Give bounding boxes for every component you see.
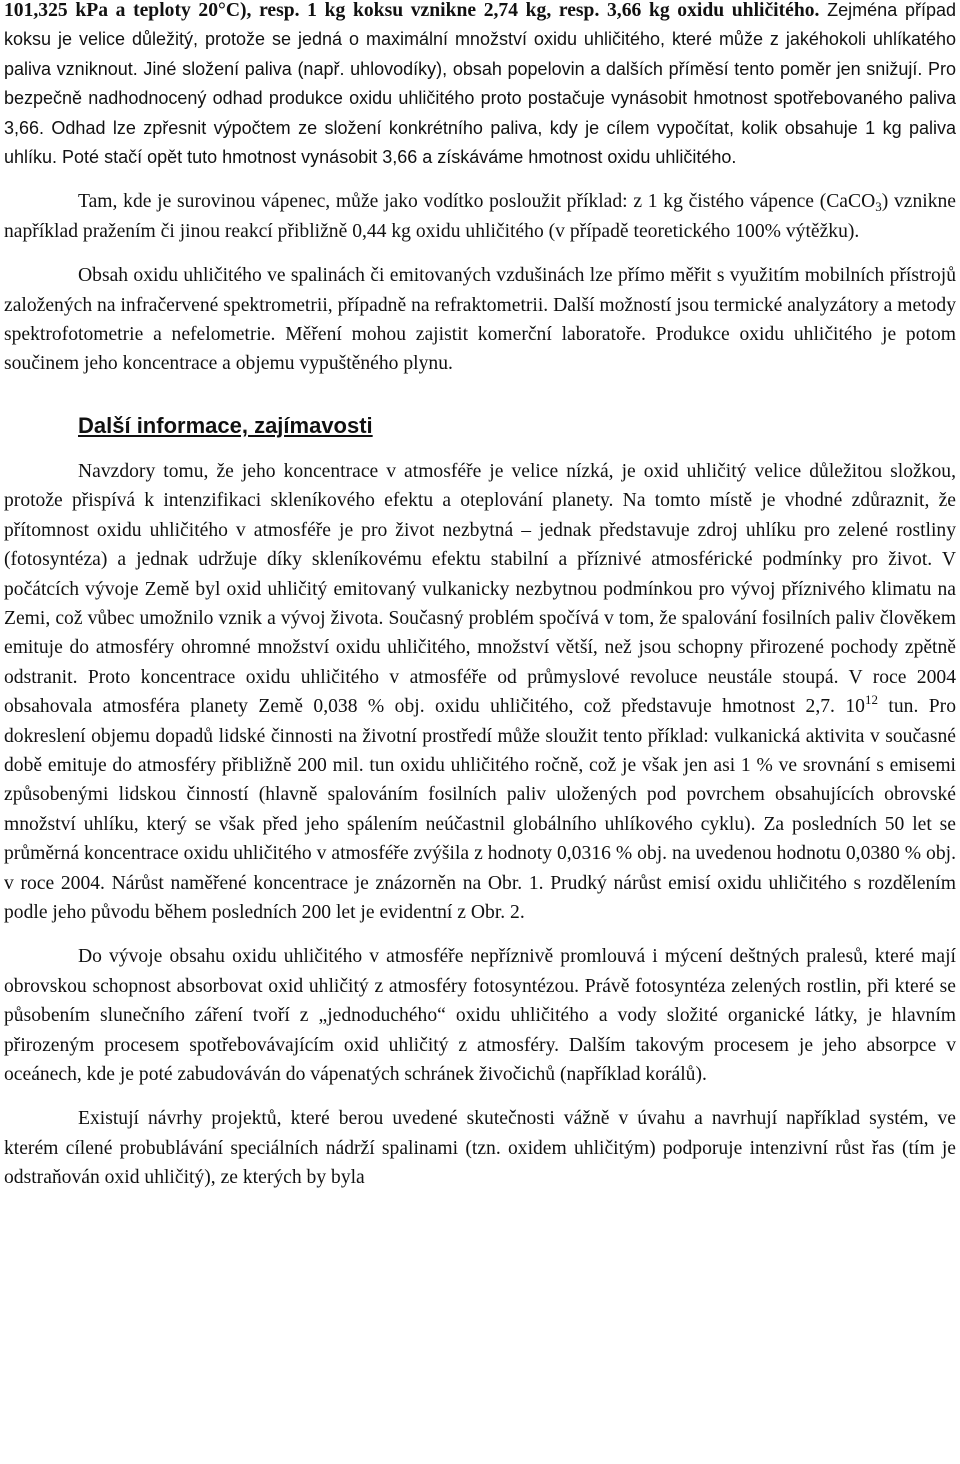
paragraph-intro bbox=[4, 0, 956, 172]
greenhouse-text-b: tun. Pro dokreslení objemu dopadů lidské činnosti na životní prostředí může sloužit tento příklad: vulkanická aktivita v současné době emituje do atmosféry přibližně 200 mil. tun oxidu uhličitého ročně, což je však jen asi 1 % ve srovnání s emisemi způsobenými lidskou činností (hlavně spalováním fosilních paliv uložených pod povrchem obsahujících obrovské množství uhlíku, který se však před jeho spálením neúčastnil globálního uhlíkového cyklu). Za posledních 50 let se průměrná koncentrace oxidu uhličitého v atmosféře zvýšila z hodnoty 0,0316 % obj. na uvedenou hodnotu 0,0380 % obj. v roce 2004. Nárůst naměřené koncentrace je znázorněn na Obr. 1. Prudký nárůst emisí oxidu uhličitého s rozdělením podle jeho původu během posledních 200 let je evidentní z Obr. 2. bbox=[4, 696, 956, 923]
paragraph-projects: Existují návrhy projektů, které berou uvedené skutečnosti vážně v úvahu a navrhují například systém, ve kterém cílené probublávání speciálních nádrží spalinami (tzn. oxidem uhličitým) podporuje intenzivní růst řas (tím je odstraňován oxid uhličitý), ze kterých by byla bbox=[4, 1108, 956, 1189]
limestone-text-a: Tam, kde je surovinou vápenec, může jako vodítko posloužit příklad: z 1 kg čistého vápence (CaCO bbox=[78, 191, 876, 213]
greenhouse-superscript: 12 bbox=[864, 692, 878, 708]
greenhouse-text-a: Navzdory tomu, že jeho koncentrace v atmosféře je velice nízká, je oxid uhličitý velice důležitou složkou, protože přispívá k intenzifikaci skleníkového efektu a oteplování planety. Na tomto místě je vhodné zdůraznit, že přítomnost oxidu uhličitého v atmosféře je pro život nezbytná – jednak představuje zdroj uhlíku pro zelené rostliny (fotosyntéza) a jednak udržuje díky skleníkovému efektu stabilní a příznivé atmosférické podmínky pro život. V počátcích vývoje Země byl oxid uhličitý emitovaný vulkanicky nezbytnou podmínkou pro vývoj příznivého klimatu na Zemi, což vůbec umožnilo vznik a vývoj života. Současný problém spočívá v tom, že spalování fosilních paliv člověkem emituje do atmosféry ohromné množství oxidu uhličitého, množství větší, než jsou schopny přirozené pochody zpětně odstranit. Proto koncentrace oxidu uhličitého v atmosféře od průmyslové revoluce neustále stoupá. V roce 2004 obsahovala atmosféra planety Země 0,038 % obj. oxidu uhličitého, což představuje hmotnost 2,7. 10 bbox=[4, 460, 956, 718]
paragraph-greenhouse bbox=[4, 457, 956, 928]
intro-sans-text: Zejména případ koksu je velice důležitý, protože se jedná o maximální množství oxidu uhličitého, které může z jakéhokoli uhlíkatého paliva vzniknout. Jiné složení paliva (např. uhlovodíky), obsah popelovin a dalších příměsí tento poměr jen snižují. Pro bezpečně nadhodnocený odhad produkce oxidu uhličitého proto postačuje vynásobit hmotnost spotřebovaného paliva 3,66. Odhad lze zpřesnit výpočtem ze složení konkrétního paliva, kdy je cílem vypočítat, kolik obsahuje 1 kg paliva uhlíku. Poté stačí opět tuto hmotnost vynásobit 3,66 a získáváme hmotnost oxidu uhličitého. bbox=[4, 0, 956, 168]
limestone-subscript: 3 bbox=[875, 199, 882, 215]
paragraph-deforestation: Do vývoje obsahu oxidu uhličitého v atmosféře nepříznivě promlouvá i mýcení deštných pralesů, které mají obrovskou schopnost absorbovat oxid uhličitý z atmosféry fotosyntézou. Právě fotosyntéza zelených rostlin, při které se působením slunečního záření tvoří z „jednoduchého“ oxidu uhličitého a vody složité organické látky, je hlavním přirozeným procesem spotřebovávajícím oxid uhličitý z atmosféry. Dalším takovým procesem je jeho absorpce v oceánech, kde je poté zabudováván do vápenatých schránek živočichů (například korálů). bbox=[4, 946, 956, 1085]
paragraph-measurement: Obsah oxidu uhličitého ve spalinách či emitovaných vzdušinách lze přímo měřit s využitím mobilních přístrojů založených na infračervené spektrometrii, případně na refraktometrii. Další možností jsou termické analyzátory a metody spektrofotometrie a nefelometrie. Měření mohou zajistit komerční laboratoře. Produkce oxidu uhličitého je potom součinem jeho koncentrace a objemu vypuštěného plynu. bbox=[4, 265, 956, 375]
section-heading: Další informace, zajímavosti bbox=[78, 412, 373, 438]
intro-bold-text: 101,325 kPa a teploty 20°C), resp. 1 kg koksu vznikne 2,74 kg, resp. 3,66 kg oxidu uhličitého. bbox=[4, 0, 820, 21]
document-page bbox=[4, 0, 956, 1208]
limestone-text-b: ) vznikne například pražením či jinou reakcí přibližně 0,44 kg oxidu uhličitého (v případě teoretického 100% výtěžku). bbox=[4, 191, 957, 242]
paragraph-limestone bbox=[4, 187, 956, 246]
